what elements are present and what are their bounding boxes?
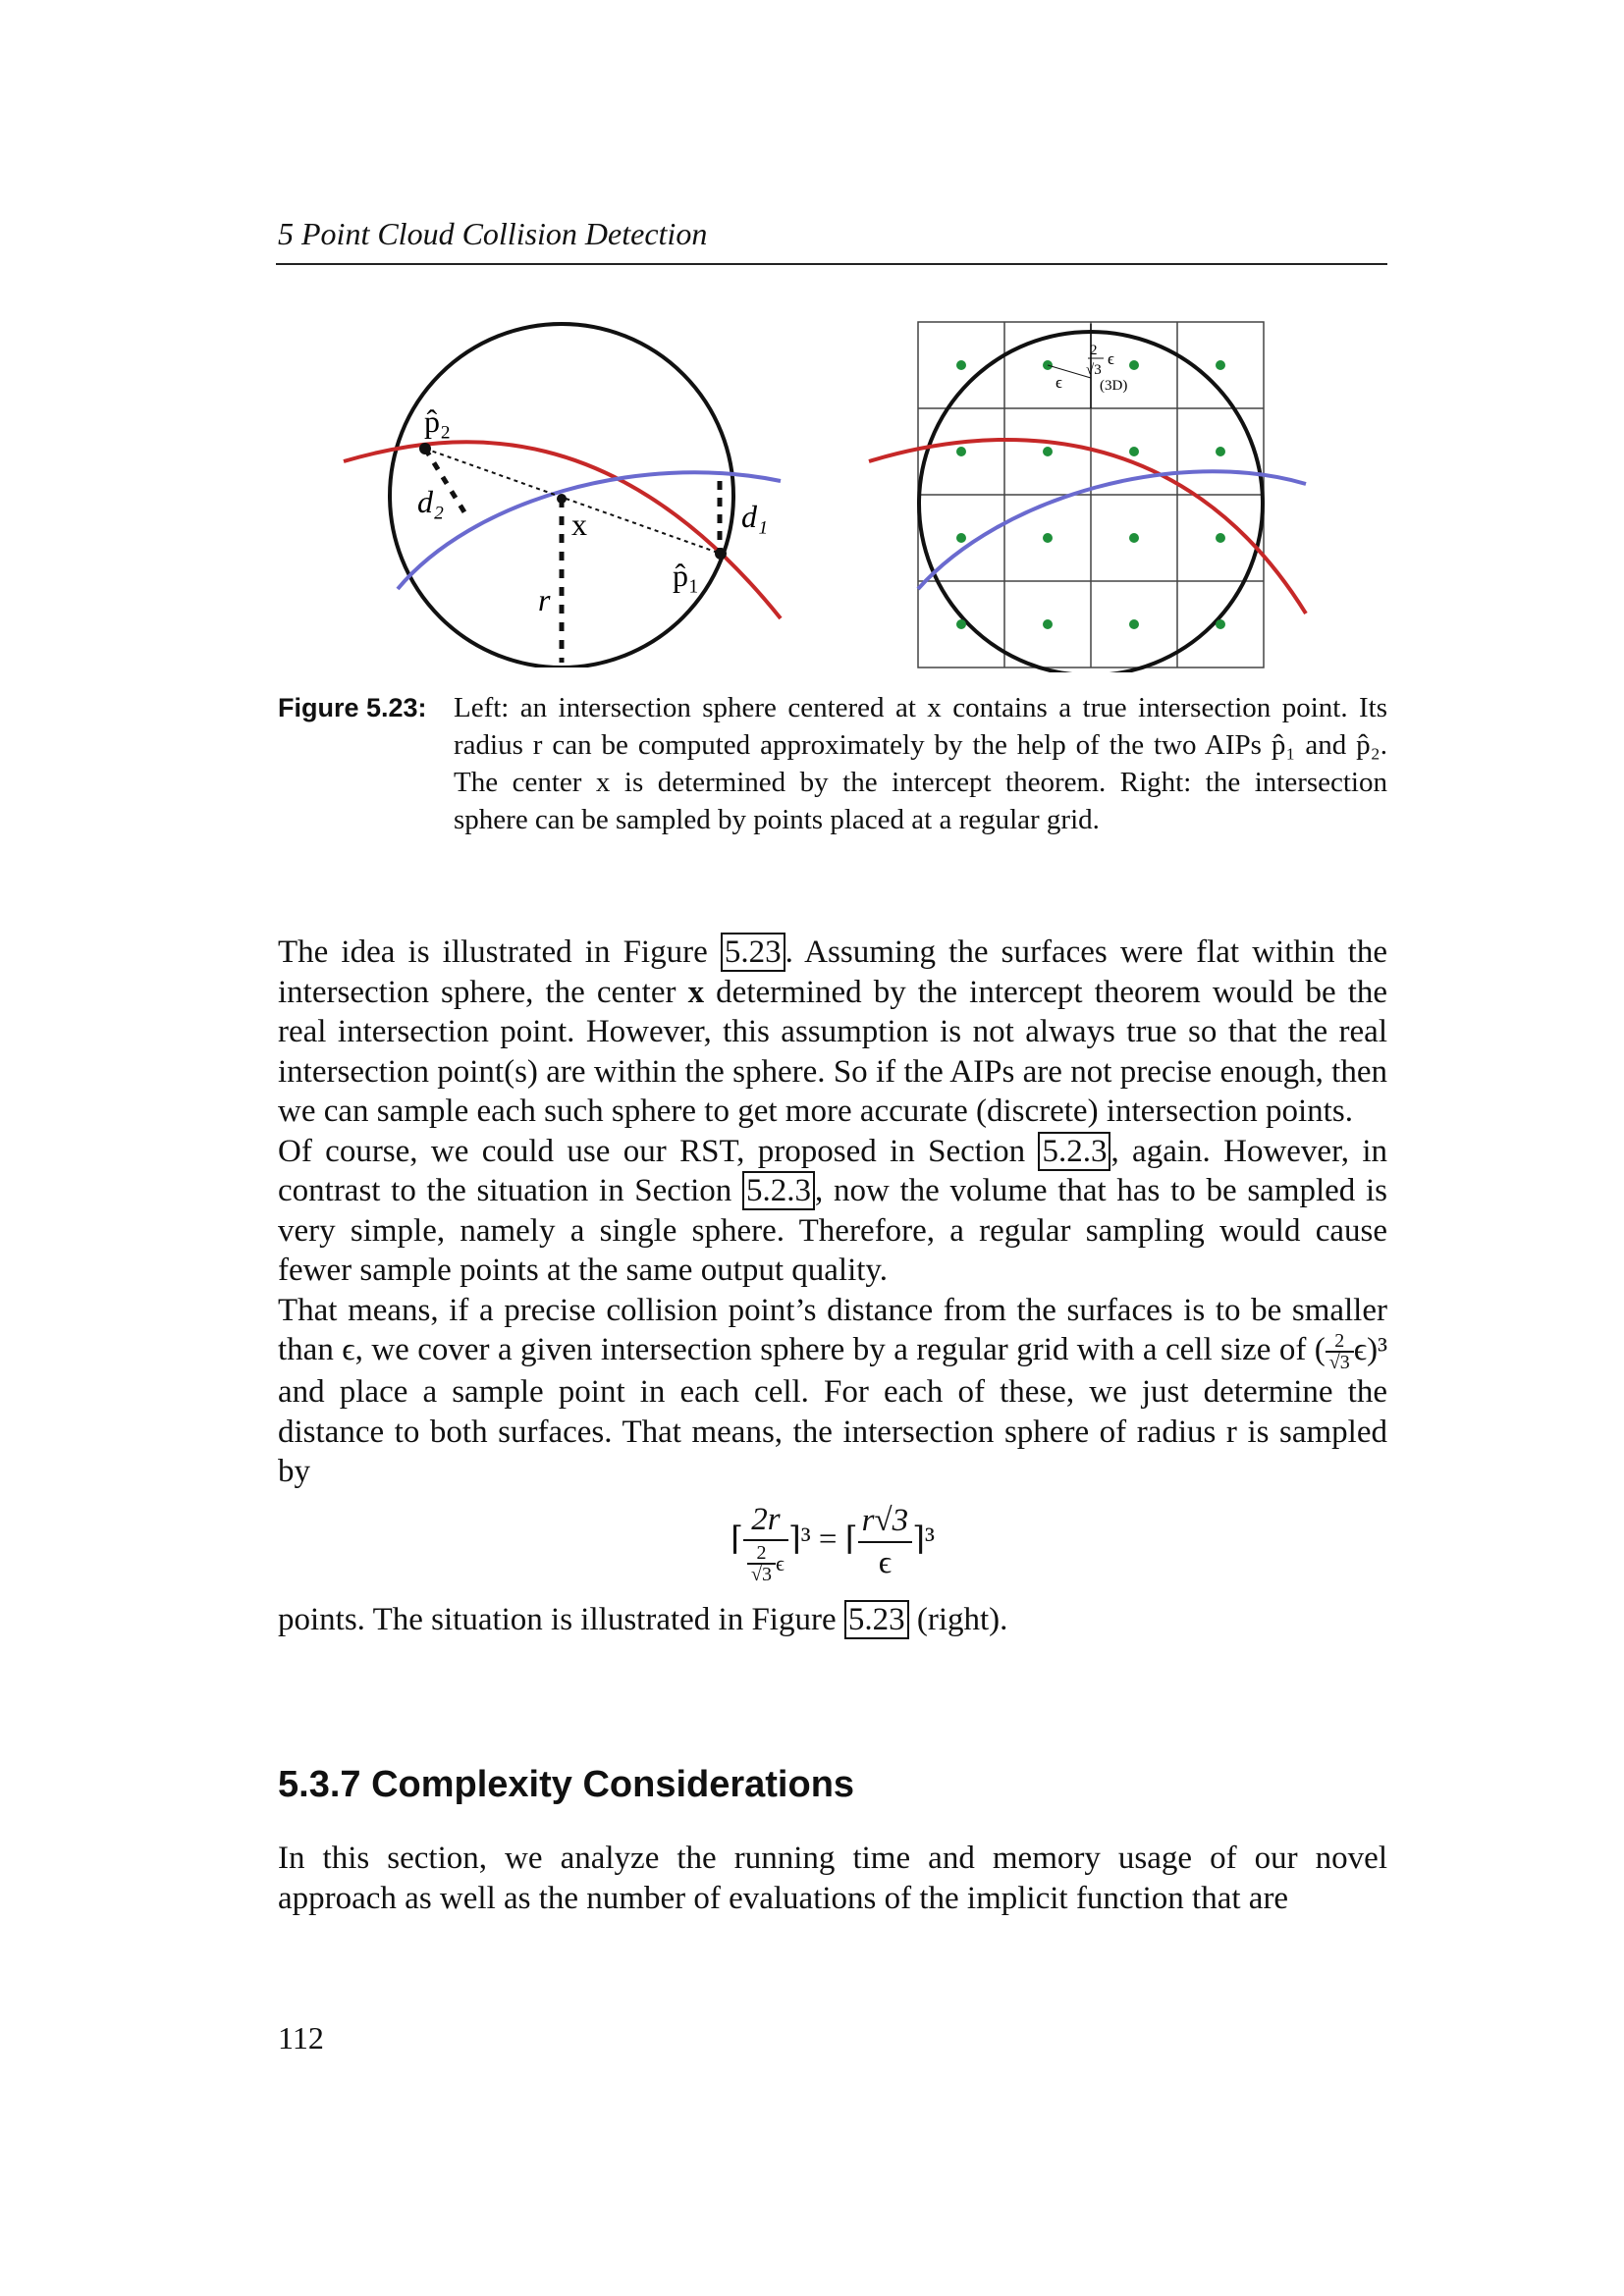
- label-eps: ϵ: [1108, 349, 1114, 368]
- label-r: r: [538, 582, 551, 617]
- figure-right-regular-grid: [854, 309, 1316, 672]
- label-eps-small: ϵ: [1056, 373, 1062, 392]
- section-ref-link[interactable]: 5.2.3: [1038, 1132, 1110, 1171]
- label-3d: (3D): [1100, 378, 1128, 394]
- section-heading: 5.3.7 Complexity Considerations: [278, 1764, 855, 1805]
- center-x: [557, 494, 567, 504]
- running-header: 5 Point Cloud Collision Detection: [278, 216, 708, 251]
- label-eps-den: √3: [1086, 362, 1102, 378]
- label-eps-num: 2: [1090, 343, 1098, 358]
- blue-surface-curve: [398, 472, 781, 589]
- label-x: x: [571, 507, 587, 542]
- header-rule: [276, 263, 1387, 265]
- epsilon-line: [1048, 365, 1091, 378]
- figure-ref-link[interactable]: 5.23: [721, 933, 785, 972]
- caption-label: Figure 5.23:: [278, 693, 427, 722]
- paragraph-5: In this section, we analyze the running time and memory usage of our novel approach as well as the number of evaluations of the implicit function that are: [278, 1841, 1387, 1916]
- body-text: [278, 933, 1387, 1639]
- label-p2: p̂₂: [424, 403, 452, 439]
- paragraph-1: The idea is illustrated in Figure 5.23 . Assuming the surfaces were flat within the intersection sphere, the center x determined by the intercept theorem would be the real intersection point. However, this assumption is not always true so that the real intersection point(s) are within the sphere. So if the AIPs are not precise enough, then we can sample each such sphere to get more accurate (discrete) intersection points.: [278, 934, 1388, 1129]
- figure-left-intersection-sphere: [314, 304, 805, 667]
- label-d2: d₂: [417, 484, 445, 519]
- label-p1: p̂₁: [673, 558, 700, 593]
- caption-text: Left: an intersection sphere centered at x contains a true intersection point. Its radius r can be computed approximately by the help of the two AIPs p̂₁ and p̂₂. The center x is determined by the intercept theorem. Right: the intersection sphere can be sampled by points placed at a regular grid.: [454, 692, 1387, 835]
- point-p2: [419, 443, 431, 454]
- figure-caption: [278, 689, 1387, 838]
- paragraph-4: points. The situation is illustrated in Figure 5.23 (right).: [278, 1601, 1008, 1637]
- section-ref-link[interactable]: 5.2.3: [742, 1171, 815, 1210]
- page-number: 112: [278, 2020, 324, 2056]
- equation: ⌈ 2r $\frac{2}{√3}$ ϵ ⌉³ = ⌈ $\frac{r√3}{\epsilon}$ ⌉³: [731, 1501, 935, 1585]
- figure-ref-link[interactable]: 5.23: [844, 1600, 909, 1639]
- point-p1: [715, 548, 727, 560]
- label-d1: d₁: [741, 499, 769, 534]
- paragraph-3: That means, if a precise collision point’s distance from the surfaces is to be smaller than ϵ, we cover a given intersection sphere by a regular grid with a cell size of ( $\frac{2}{√3}$ ϵ)³ and place a sample point in each cell. For each of these, we just determine the distance to both surfaces. That means, the intersection sphere of radius r is sampled by: [278, 1292, 1387, 1490]
- paragraph-2: Of course, we could use our RST, proposed in Section 5.2.3 , again. However, in contrast to the situation in Section 5.2.3 , now the volume that has to be sampled is very simple, namely a single sphere. Therefore, a regular sampling would cause fewer sample points at the same output quality.: [278, 1133, 1388, 1288]
